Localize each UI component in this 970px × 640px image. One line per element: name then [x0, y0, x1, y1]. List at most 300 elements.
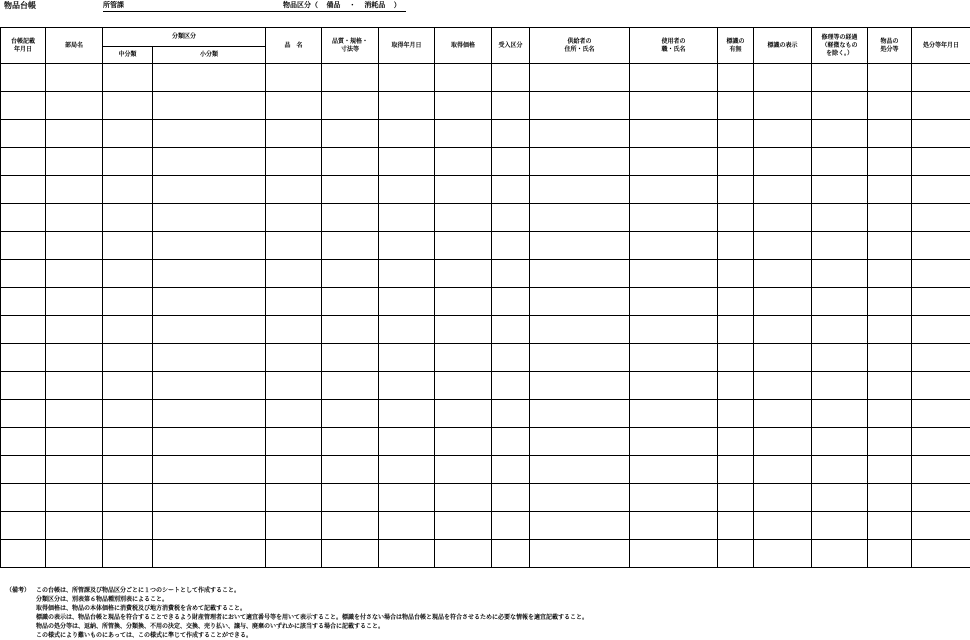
table-cell[interactable]	[435, 540, 492, 568]
table-cell[interactable]	[492, 232, 530, 260]
table-cell[interactable]	[868, 288, 912, 316]
table-cell[interactable]	[266, 92, 322, 120]
table-cell[interactable]	[1, 316, 46, 344]
table-cell[interactable]	[718, 260, 754, 288]
table-cell[interactable]	[492, 204, 530, 232]
table-cell[interactable]	[379, 400, 435, 428]
table-cell[interactable]	[754, 64, 812, 92]
table-cell[interactable]	[718, 148, 754, 176]
table-cell[interactable]	[492, 456, 530, 484]
table-cell[interactable]	[266, 456, 322, 484]
table-cell[interactable]	[46, 428, 103, 456]
table-cell[interactable]	[379, 428, 435, 456]
table-cell[interactable]	[630, 400, 718, 428]
table-cell[interactable]	[1, 176, 46, 204]
table-cell[interactable]	[379, 148, 435, 176]
table-cell[interactable]	[46, 232, 103, 260]
table-cell[interactable]	[153, 512, 266, 540]
table-cell[interactable]	[812, 316, 868, 344]
table-cell[interactable]	[153, 400, 266, 428]
table-cell[interactable]	[435, 400, 492, 428]
table-cell[interactable]	[322, 148, 379, 176]
table-cell[interactable]	[379, 288, 435, 316]
table-cell[interactable]	[322, 288, 379, 316]
table-cell[interactable]	[630, 428, 718, 456]
table-cell[interactable]	[322, 316, 379, 344]
table-cell[interactable]	[379, 456, 435, 484]
table-cell[interactable]	[754, 428, 812, 456]
table-cell[interactable]	[754, 176, 812, 204]
table-cell[interactable]	[1, 120, 46, 148]
table-cell[interactable]	[912, 260, 970, 288]
table-cell[interactable]	[718, 400, 754, 428]
table-cell[interactable]	[46, 484, 103, 512]
table-cell[interactable]	[718, 64, 754, 92]
table-row	[1, 204, 970, 232]
table-cell[interactable]	[266, 260, 322, 288]
table-cell[interactable]	[718, 316, 754, 344]
table-cell[interactable]	[718, 344, 754, 372]
table-cell[interactable]	[912, 456, 970, 484]
table-cell[interactable]	[812, 120, 868, 148]
table-cell[interactable]	[630, 344, 718, 372]
table-cell[interactable]	[912, 344, 970, 372]
table-cell[interactable]	[630, 92, 718, 120]
table-cell[interactable]	[266, 372, 322, 400]
table-cell[interactable]	[812, 484, 868, 512]
table-cell[interactable]	[379, 344, 435, 372]
table-cell[interactable]	[530, 372, 630, 400]
table-cell[interactable]	[912, 288, 970, 316]
table-cell[interactable]	[754, 120, 812, 148]
table-cell[interactable]	[718, 204, 754, 232]
col-department: 部局名	[46, 28, 103, 64]
table-cell[interactable]	[435, 428, 492, 456]
table-cell[interactable]	[266, 428, 322, 456]
table-cell[interactable]	[868, 92, 912, 120]
table-cell[interactable]	[530, 316, 630, 344]
table-cell[interactable]	[435, 92, 492, 120]
table-cell[interactable]	[103, 288, 153, 316]
table-cell[interactable]	[754, 260, 812, 288]
table-cell[interactable]	[322, 484, 379, 512]
table-cell[interactable]	[1, 260, 46, 288]
table-cell[interactable]	[530, 260, 630, 288]
table-cell[interactable]	[46, 372, 103, 400]
table-cell[interactable]	[322, 120, 379, 148]
table-cell[interactable]	[492, 288, 530, 316]
table-cell[interactable]	[379, 232, 435, 260]
table-cell[interactable]	[435, 232, 492, 260]
table-cell[interactable]	[435, 316, 492, 344]
item-class-option-equipment: 備品	[326, 1, 340, 9]
table-cell[interactable]	[379, 64, 435, 92]
table-cell[interactable]	[630, 148, 718, 176]
table-cell[interactable]	[492, 512, 530, 540]
table-cell[interactable]	[630, 316, 718, 344]
table-cell[interactable]	[266, 64, 322, 92]
table-cell[interactable]	[718, 540, 754, 568]
table-cell[interactable]	[103, 540, 153, 568]
table-cell[interactable]	[630, 372, 718, 400]
table-cell[interactable]	[153, 428, 266, 456]
table-cell[interactable]	[435, 288, 492, 316]
table-cell[interactable]	[530, 344, 630, 372]
table-cell[interactable]	[46, 512, 103, 540]
table-cell[interactable]	[322, 204, 379, 232]
table-cell[interactable]	[379, 204, 435, 232]
table-cell[interactable]	[912, 232, 970, 260]
table-cell[interactable]	[812, 512, 868, 540]
table-cell[interactable]	[868, 316, 912, 344]
table-cell[interactable]	[379, 540, 435, 568]
table-cell[interactable]	[492, 344, 530, 372]
table-cell[interactable]	[868, 512, 912, 540]
table-cell[interactable]	[868, 176, 912, 204]
table-cell[interactable]	[46, 148, 103, 176]
table-cell[interactable]	[1, 484, 46, 512]
table-cell[interactable]	[103, 148, 153, 176]
table-cell[interactable]	[868, 428, 912, 456]
table-cell[interactable]	[868, 260, 912, 288]
table-cell[interactable]	[46, 288, 103, 316]
table-cell[interactable]	[630, 204, 718, 232]
col-tag: 標識の 有無	[718, 28, 754, 64]
table-cell[interactable]	[912, 372, 970, 400]
table-cell[interactable]	[812, 400, 868, 428]
table-cell[interactable]	[1, 372, 46, 400]
table-cell[interactable]	[322, 428, 379, 456]
table-cell[interactable]	[530, 400, 630, 428]
table-cell[interactable]	[718, 232, 754, 260]
table-cell[interactable]	[530, 176, 630, 204]
table-cell[interactable]	[718, 428, 754, 456]
table-cell[interactable]	[46, 456, 103, 484]
table-cell[interactable]	[718, 176, 754, 204]
table-cell[interactable]	[492, 484, 530, 512]
table-cell[interactable]	[754, 232, 812, 260]
table-cell[interactable]	[868, 120, 912, 148]
table-cell[interactable]	[46, 204, 103, 232]
table-cell[interactable]	[754, 372, 812, 400]
table-cell[interactable]	[435, 120, 492, 148]
table-cell[interactable]	[630, 232, 718, 260]
table-cell[interactable]	[718, 120, 754, 148]
table-cell[interactable]	[153, 372, 266, 400]
table-cell[interactable]	[103, 400, 153, 428]
table-cell[interactable]	[153, 120, 266, 148]
table-cell[interactable]	[103, 92, 153, 120]
table-cell[interactable]	[153, 176, 266, 204]
table-cell[interactable]	[322, 64, 379, 92]
table-cell[interactable]	[530, 232, 630, 260]
table-cell[interactable]	[718, 456, 754, 484]
table-cell[interactable]	[435, 484, 492, 512]
table-cell[interactable]	[379, 92, 435, 120]
table-cell[interactable]	[718, 484, 754, 512]
table-cell[interactable]	[530, 120, 630, 148]
table-cell[interactable]	[530, 92, 630, 120]
table-cell[interactable]	[266, 120, 322, 148]
table-cell[interactable]	[912, 148, 970, 176]
table-cell[interactable]	[46, 316, 103, 344]
table-cell[interactable]	[492, 428, 530, 456]
table-cell[interactable]	[46, 64, 103, 92]
table-cell[interactable]	[630, 512, 718, 540]
col-user: 使用者の 職・氏名	[630, 28, 718, 64]
table-cell[interactable]	[912, 400, 970, 428]
table-cell[interactable]	[435, 204, 492, 232]
table-cell[interactable]	[153, 456, 266, 484]
table-cell[interactable]	[266, 176, 322, 204]
table-cell[interactable]	[912, 120, 970, 148]
table-cell[interactable]	[1, 204, 46, 232]
table-cell[interactable]	[266, 484, 322, 512]
table-cell[interactable]	[435, 176, 492, 204]
table-cell[interactable]	[868, 148, 912, 176]
table-cell[interactable]	[103, 64, 153, 92]
table-cell[interactable]	[435, 260, 492, 288]
table-cell[interactable]	[46, 344, 103, 372]
table-cell[interactable]	[379, 176, 435, 204]
table-cell[interactable]	[630, 176, 718, 204]
table-cell[interactable]	[153, 260, 266, 288]
table-cell[interactable]	[153, 148, 266, 176]
table-cell[interactable]	[379, 260, 435, 288]
table-cell[interactable]	[322, 512, 379, 540]
table-cell[interactable]	[103, 176, 153, 204]
table-cell[interactable]	[46, 400, 103, 428]
table-cell[interactable]	[1, 288, 46, 316]
table-cell[interactable]	[266, 288, 322, 316]
table-cell[interactable]	[322, 540, 379, 568]
table-cell[interactable]	[492, 120, 530, 148]
table-cell[interactable]	[46, 176, 103, 204]
table-cell[interactable]	[153, 64, 266, 92]
table-cell[interactable]	[812, 232, 868, 260]
table-cell[interactable]	[153, 204, 266, 232]
table-cell[interactable]	[379, 120, 435, 148]
table-cell[interactable]	[812, 540, 868, 568]
table-cell[interactable]	[868, 484, 912, 512]
table-cell[interactable]	[630, 456, 718, 484]
table-cell[interactable]	[812, 64, 868, 92]
table-cell[interactable]	[718, 512, 754, 540]
table-cell[interactable]	[630, 260, 718, 288]
table-cell[interactable]	[1, 64, 46, 92]
table-cell[interactable]	[435, 372, 492, 400]
table-row	[1, 288, 970, 316]
table-cell[interactable]	[1, 428, 46, 456]
table-cell[interactable]	[912, 176, 970, 204]
table-cell[interactable]	[492, 64, 530, 92]
table-cell[interactable]	[492, 372, 530, 400]
table-cell[interactable]	[322, 372, 379, 400]
table-cell[interactable]	[868, 344, 912, 372]
table-cell[interactable]	[322, 260, 379, 288]
table-cell[interactable]	[103, 428, 153, 456]
table-cell[interactable]	[379, 316, 435, 344]
table-cell[interactable]	[492, 148, 530, 176]
table-cell[interactable]	[530, 148, 630, 176]
table-cell[interactable]	[754, 92, 812, 120]
table-cell[interactable]	[754, 316, 812, 344]
table-cell[interactable]	[630, 288, 718, 316]
table-cell[interactable]	[1, 456, 46, 484]
note-line: この様式により難いものにあっては、この様式に準じて作成することができる。	[36, 631, 588, 640]
table-cell[interactable]	[812, 372, 868, 400]
table-cell[interactable]	[718, 92, 754, 120]
table-cell[interactable]	[530, 204, 630, 232]
table-cell[interactable]	[868, 540, 912, 568]
table-cell[interactable]	[103, 120, 153, 148]
table-row	[1, 232, 970, 260]
table-cell[interactable]	[912, 484, 970, 512]
table-cell[interactable]	[530, 428, 630, 456]
table-cell[interactable]	[754, 288, 812, 316]
table-cell[interactable]	[812, 176, 868, 204]
table-cell[interactable]	[103, 484, 153, 512]
table-cell[interactable]	[266, 512, 322, 540]
table-cell[interactable]	[153, 316, 266, 344]
table-cell[interactable]	[754, 512, 812, 540]
table-cell[interactable]	[718, 372, 754, 400]
table-cell[interactable]	[435, 344, 492, 372]
table-cell[interactable]	[266, 232, 322, 260]
table-cell[interactable]	[153, 92, 266, 120]
table-cell[interactable]	[812, 260, 868, 288]
col-tag-display: 標識の表示	[754, 28, 812, 64]
table-cell[interactable]	[103, 204, 153, 232]
table-cell[interactable]	[630, 64, 718, 92]
table-cell[interactable]	[435, 456, 492, 484]
table-cell[interactable]	[754, 484, 812, 512]
table-cell[interactable]	[812, 92, 868, 120]
table-cell[interactable]	[912, 204, 970, 232]
table-cell[interactable]	[153, 540, 266, 568]
table-cell[interactable]	[754, 400, 812, 428]
table-cell[interactable]	[46, 92, 103, 120]
table-cell[interactable]	[266, 204, 322, 232]
table-cell[interactable]	[266, 316, 322, 344]
table-cell[interactable]	[46, 260, 103, 288]
table-cell[interactable]	[322, 92, 379, 120]
table-cell[interactable]	[153, 232, 266, 260]
table-cell[interactable]	[868, 456, 912, 484]
table-cell[interactable]	[153, 288, 266, 316]
table-cell[interactable]	[868, 232, 912, 260]
table-cell[interactable]	[1, 344, 46, 372]
table-cell[interactable]	[492, 176, 530, 204]
table-cell[interactable]	[1, 512, 46, 540]
table-cell[interactable]	[912, 512, 970, 540]
table-cell[interactable]	[1, 148, 46, 176]
table-cell[interactable]	[1, 232, 46, 260]
table-cell[interactable]	[812, 148, 868, 176]
table-cell[interactable]	[812, 288, 868, 316]
table-cell[interactable]	[492, 92, 530, 120]
item-class-label: 物品区分（	[283, 1, 318, 9]
table-cell[interactable]	[153, 344, 266, 372]
table-cell[interactable]	[630, 540, 718, 568]
table-cell[interactable]	[379, 484, 435, 512]
table-cell[interactable]	[103, 456, 153, 484]
table-cell[interactable]	[492, 400, 530, 428]
table-cell[interactable]	[1, 92, 46, 120]
table-cell[interactable]	[718, 288, 754, 316]
table-cell[interactable]	[153, 484, 266, 512]
table-cell[interactable]	[435, 512, 492, 540]
table-cell[interactable]	[630, 484, 718, 512]
table-cell[interactable]	[754, 344, 812, 372]
table-cell[interactable]	[868, 400, 912, 428]
table-cell[interactable]	[1, 400, 46, 428]
table-cell[interactable]	[266, 400, 322, 428]
table-cell[interactable]	[812, 204, 868, 232]
table-cell[interactable]	[103, 316, 153, 344]
table-cell[interactable]	[530, 64, 630, 92]
table-cell[interactable]	[1, 540, 46, 568]
table-cell[interactable]	[492, 260, 530, 288]
table-cell[interactable]	[812, 428, 868, 456]
table-cell[interactable]	[322, 344, 379, 372]
table-cell[interactable]	[322, 400, 379, 428]
table-cell[interactable]	[103, 260, 153, 288]
table-cell[interactable]	[492, 316, 530, 344]
table-cell[interactable]	[379, 512, 435, 540]
table-cell[interactable]	[266, 344, 322, 372]
table-cell[interactable]	[379, 372, 435, 400]
table-cell[interactable]	[912, 540, 970, 568]
table-cell[interactable]	[322, 456, 379, 484]
table-cell[interactable]	[322, 176, 379, 204]
table-cell[interactable]	[530, 484, 630, 512]
table-cell[interactable]	[435, 64, 492, 92]
table-cell[interactable]	[754, 148, 812, 176]
table-cell[interactable]	[912, 64, 970, 92]
item-class-field	[283, 0, 407, 10]
table-cell[interactable]	[46, 540, 103, 568]
table-cell[interactable]	[103, 232, 153, 260]
table-cell[interactable]	[46, 120, 103, 148]
table-cell[interactable]	[912, 316, 970, 344]
table-cell[interactable]	[868, 64, 912, 92]
table-cell[interactable]	[266, 540, 322, 568]
table-cell[interactable]	[103, 512, 153, 540]
table-cell[interactable]	[630, 120, 718, 148]
table-cell[interactable]	[868, 204, 912, 232]
table-cell[interactable]	[812, 456, 868, 484]
table-cell[interactable]	[492, 540, 530, 568]
table-cell[interactable]	[530, 288, 630, 316]
table-cell[interactable]	[530, 540, 630, 568]
table-cell[interactable]	[322, 232, 379, 260]
table-cell[interactable]	[530, 456, 630, 484]
table-cell[interactable]	[103, 372, 153, 400]
table-cell[interactable]	[912, 92, 970, 120]
table-cell[interactable]	[868, 372, 912, 400]
table-cell[interactable]	[266, 148, 322, 176]
table-cell[interactable]	[103, 344, 153, 372]
table-cell[interactable]	[530, 512, 630, 540]
table-cell[interactable]	[435, 148, 492, 176]
note-line: 標識の表示は、物品台帳と現品を符合することできるよう財産管理者において適宜番号等を用いて表示すること。標識を付さない場合は物品台帳と現品を符合させるために必要な情報を適宜記載すること。	[36, 613, 588, 622]
table-cell[interactable]	[754, 456, 812, 484]
table-cell[interactable]	[754, 540, 812, 568]
table-cell[interactable]	[754, 204, 812, 232]
table-cell[interactable]	[812, 344, 868, 372]
table-cell[interactable]	[912, 428, 970, 456]
